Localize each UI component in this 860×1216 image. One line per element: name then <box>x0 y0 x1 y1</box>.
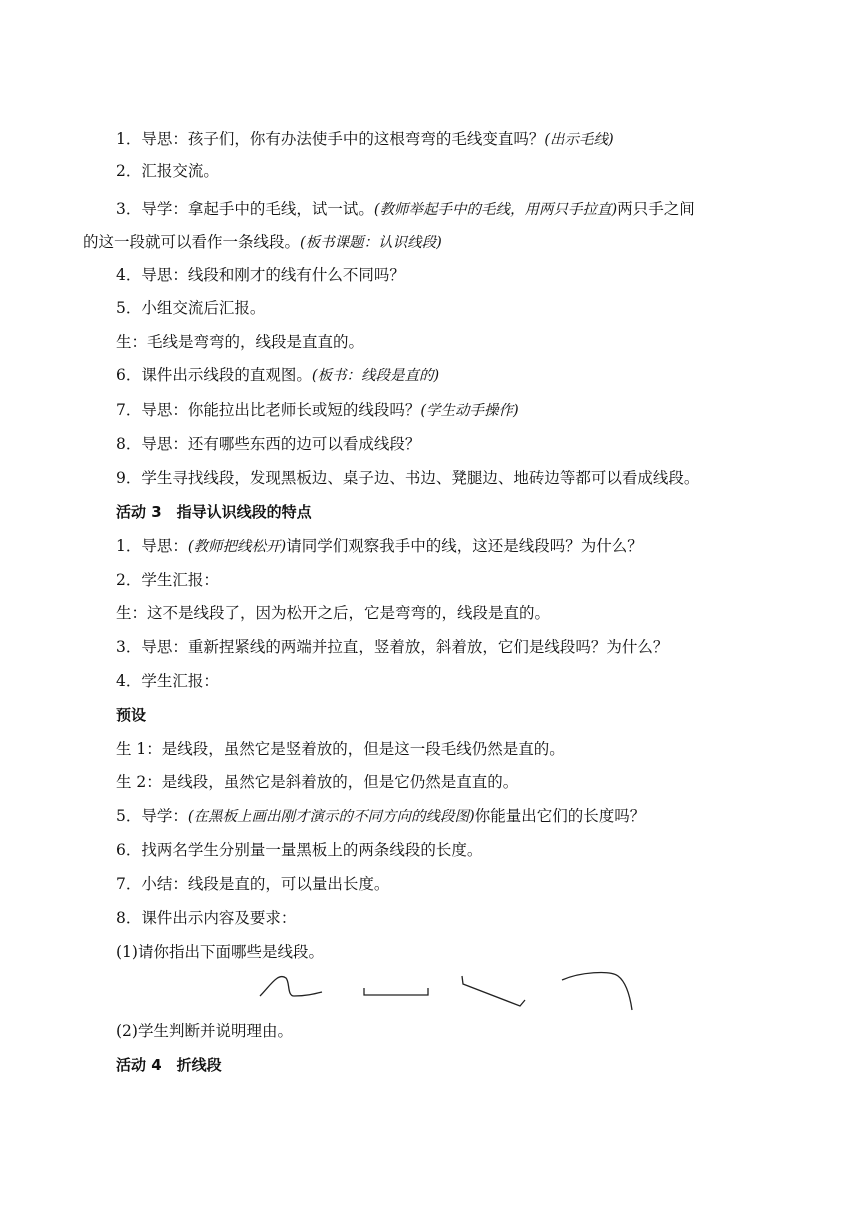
preset-label: 预设 <box>116 706 147 724</box>
slanted-segment-shape <box>462 976 525 1006</box>
text-line: 7．导思：你能拉出比老师长或短的线段吗？(学生动手操作) <box>116 401 519 419</box>
text-line: 7．小结：线段是直的，可以量出长度。 <box>116 875 390 893</box>
text-line: (2)学生判断并说明理由。 <box>116 1022 293 1040</box>
text-line: 6．课件出示线段的直观图。(板书：线段是直的) <box>116 366 440 384</box>
text-line: 3．导学：拿起手中的毛线，试一试。(教师举起手中的毛线，用两只手拉直)两只手之间 <box>116 200 695 218</box>
text-line: 生：这不是线段了，因为松开之后，它是弯弯的，线段是直的。 <box>116 604 551 622</box>
text-line: 生 1：是线段，虽然它是竖着放的，但是这一段毛线仍然是直的。 <box>116 740 565 758</box>
section-heading: 活动 4 折线段 <box>116 1056 222 1074</box>
section-heading: 活动 3 指导认识线段的特点 <box>116 503 312 521</box>
text-line: 4．导思：线段和刚才的线有什么不同吗？ <box>116 266 405 284</box>
text-line: 的这一段就可以看作一条线段。(板书课题：认识线段) <box>83 233 442 251</box>
arc-line-shape <box>562 973 632 1010</box>
text-line: 5．小组交流后汇报。 <box>116 299 266 317</box>
text-line: 1．导思：(教师把线松开)请同学们观察我手中的线，这还是线段吗？为什么？ <box>116 537 643 555</box>
text-line: 1．导思：孩子们，你有办法使手中的这根弯弯的毛线变直吗？(出示毛线) <box>116 130 614 148</box>
text-line: 8．课件出示内容及要求： <box>116 909 297 927</box>
text-line: 生 2：是线段，虽然它是斜着放的，但是它仍然是直直的。 <box>116 773 519 791</box>
text-line: (1)请你指出下面哪些是线段。 <box>116 943 324 961</box>
straight-segment-shape <box>364 988 428 995</box>
line-segment-figure <box>250 966 650 1016</box>
text-line: 2．学生汇报： <box>116 571 219 589</box>
curved-line-shape <box>260 977 322 996</box>
text-line: 3．导思：重新捏紧线的两端并拉直，竖着放，斜着放，它们是线段吗？为什么？ <box>116 638 669 656</box>
text-line: 2．汇报交流。 <box>116 162 219 180</box>
text-line: 5．导学：(在黑板上画出刚才演示的不同方向的线段图)你能量出它们的长度吗？ <box>116 807 646 825</box>
text-line: 4．学生汇报： <box>116 672 219 690</box>
text-line: 8．导思：还有哪些东西的边可以看成线段？ <box>116 435 421 453</box>
text-line: 6．找两名学生分别量一量黑板上的两条线段的长度。 <box>116 841 483 859</box>
text-line: 9．学生寻找线段，发现黑板边、桌子边、书边、凳腿边、地砖边等都可以看成线段。 <box>116 469 700 487</box>
text-line: 生：毛线是弯弯的，线段是直直的。 <box>116 333 365 351</box>
